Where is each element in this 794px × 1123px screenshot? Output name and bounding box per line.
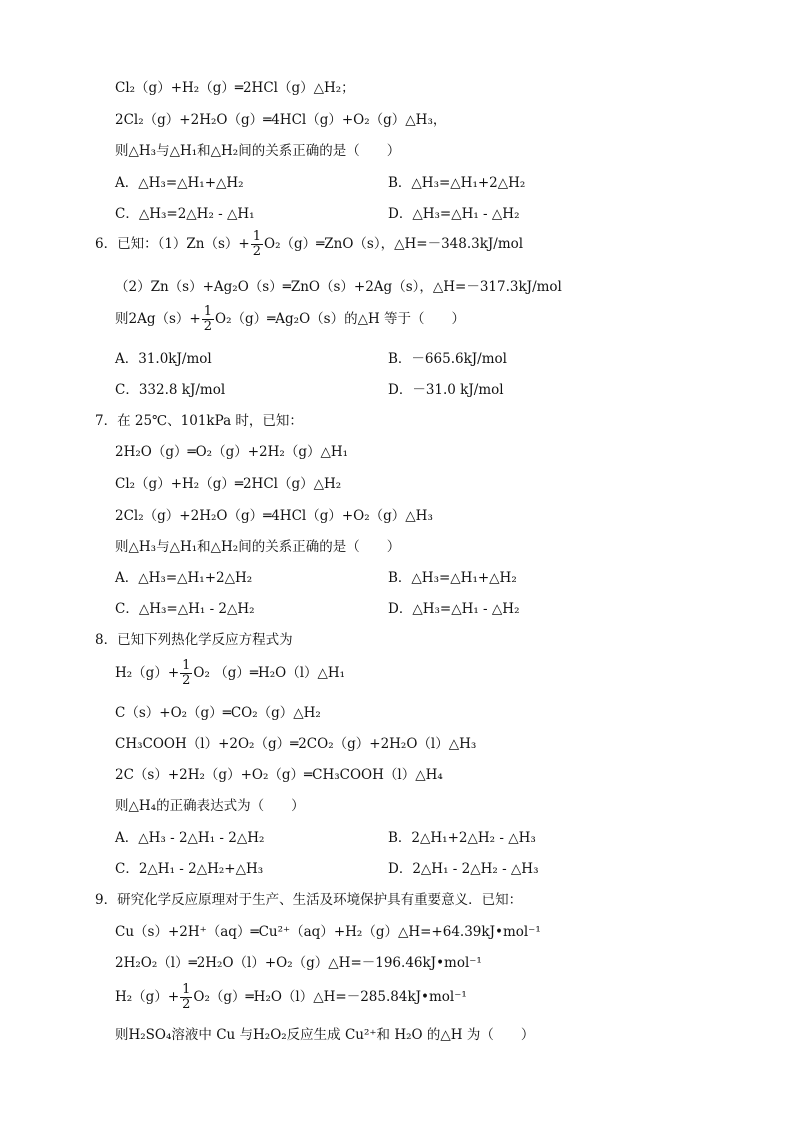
q6-frac2-den: 2 bbox=[203, 319, 213, 334]
q5-option-a: A．△H₃=△H₁+△H₂ bbox=[115, 175, 244, 191]
q6-option-a: A．31.0kJ/mol bbox=[115, 351, 212, 367]
q6-option-b: B．－665.6kJ/mol bbox=[388, 351, 507, 367]
q7-option-b: B．△H₃=△H₁+△H₂ bbox=[388, 570, 517, 586]
q6-fraction-2 bbox=[202, 305, 214, 334]
q8-stem: 则△H₄的正确表达式为（ ） bbox=[115, 798, 305, 814]
q9-frac-den: 2 bbox=[182, 997, 191, 1012]
q6-fraction-1 bbox=[251, 230, 263, 259]
q8-eq1-head: H₂（g）+ bbox=[115, 665, 180, 681]
q7-stem: 则△H₃与△H₁和△H₂间的关系正确的是（ ） bbox=[115, 539, 401, 555]
q9-header: 9．研究化学反应原理对于生产、生活及环境保护具有重要意义．已知： bbox=[95, 892, 523, 908]
q5-equation-3: 2Cl₂（g）+2H₂O（g）═4HCl（g）+O₂（g）△H₃， bbox=[115, 112, 447, 128]
q8-fraction bbox=[180, 659, 192, 688]
q8-option-b: B．2△H₁+2△H₂ - △H₃ bbox=[388, 830, 536, 846]
q7-option-d: D．△H₃=△H₁ - △H₂ bbox=[388, 601, 520, 617]
q9-fraction bbox=[180, 983, 192, 1012]
q7-equation-2: Cl₂（g）+H₂（g）═2HCl（g）△H₂ bbox=[115, 476, 342, 492]
q9-equation-1: Cu（s）+2H⁺（aq）═Cu²⁺（aq）+H₂（g）△H=+64.39kJ•mol⁻¹ bbox=[115, 924, 541, 940]
q9-eq3-head: H₂（g）+ bbox=[115, 989, 180, 1005]
q6-stem bbox=[115, 305, 465, 334]
q6-stem-head: 则2Ag（s）+ bbox=[115, 311, 201, 327]
q6-frac-num: 1 bbox=[252, 229, 262, 244]
q5-stem: 则△H₃与△H₁和△H₂间的关系正确的是（ ） bbox=[115, 143, 401, 159]
q8-option-c: C．2△H₁ - 2△H₂+△H₃ bbox=[115, 861, 264, 877]
q7-option-c: C．△H₃=△H₁ - 2△H₂ bbox=[115, 601, 255, 617]
q8-option-d: D．2△H₁ - 2△H₂ - △H₃ bbox=[388, 861, 539, 877]
q6-frac2-num: 1 bbox=[203, 304, 213, 319]
q8-frac-den: 2 bbox=[182, 673, 191, 688]
q8-equation-3: CH₃COOH（l）+2O₂（g）═2CO₂（g）+2H₂O（l）△H₃ bbox=[115, 736, 477, 752]
q9-eq3-tail: O₂（g）═H₂O（l）△H=－285.84kJ•mol⁻¹ bbox=[193, 989, 467, 1005]
q9-equation-2: 2H₂O₂（l）═2H₂O（l）+O₂（g）△H=－196.46kJ•mol⁻¹ bbox=[115, 955, 482, 971]
q5-equation-2: Cl₂（g）+H₂（g）═2HCl（g）△H₂； bbox=[115, 80, 355, 96]
q6-header bbox=[95, 230, 523, 259]
q7-header: 7．在 25℃、101kPa 时，已知： bbox=[95, 413, 303, 429]
q7-equation-1: 2H₂O（g）═O₂（g）+2H₂（g）△H₁ bbox=[115, 444, 349, 460]
q8-equation-4: 2C（s）+2H₂（g）+O₂（g）═CH₃COOH（l）△H₄ bbox=[115, 767, 443, 783]
q5-option-c: C．△H₃=2△H₂ - △H₁ bbox=[115, 206, 255, 222]
q6-option-d: D．－31.0 kJ/mol bbox=[388, 382, 504, 398]
q6-equation-2: （2）Zn（s）+Ag₂O（s）═ZnO（s）+2Ag（s），△H=－317.3kJ/mol bbox=[115, 279, 562, 295]
q8-option-a: A．△H₃ - 2△H₁ - 2△H₂ bbox=[115, 830, 265, 846]
q5-option-b: B．△H₃=△H₁+2△H₂ bbox=[388, 175, 526, 191]
q8-header: 8．已知下列热化学反应方程式为 bbox=[95, 632, 293, 648]
q8-frac-num: 1 bbox=[182, 658, 191, 673]
q7-option-a: A．△H₃=△H₁+2△H₂ bbox=[115, 570, 253, 586]
q9-frac-num: 1 bbox=[182, 982, 191, 997]
q8-equation-1 bbox=[115, 659, 345, 688]
q6-head-text: 6．已知：（1）Zn（s）+ bbox=[95, 236, 250, 252]
q7-equation-3: 2Cl₂（g）+2H₂O（g）═4HCl（g）+O₂（g）△H₃ bbox=[115, 508, 433, 524]
q8-equation-2: C（s）+O₂（g）═CO₂（g）△H₂ bbox=[115, 705, 321, 721]
q5-option-d: D．△H₃=△H₁ - △H₂ bbox=[388, 206, 520, 222]
q6-eq1-tail: O₂（g）═ZnO（s），△H=－348.3kJ/mol bbox=[264, 236, 524, 252]
q6-option-c: C．332.8 kJ/mol bbox=[115, 382, 226, 398]
q6-stem-tail: O₂（g）═Ag₂O（s）的△H 等于（ ） bbox=[215, 311, 466, 327]
q6-frac-den: 2 bbox=[252, 244, 262, 259]
q8-eq1-tail: O₂ （g）═H₂O（l）△H₁ bbox=[193, 665, 346, 681]
q9-stem: 则H₂SO₄溶液中 Cu 与H₂O₂反应生成 Cu²⁺和 H₂O 的△H 为（ ） bbox=[115, 1027, 535, 1043]
q9-equation-3 bbox=[115, 983, 467, 1012]
